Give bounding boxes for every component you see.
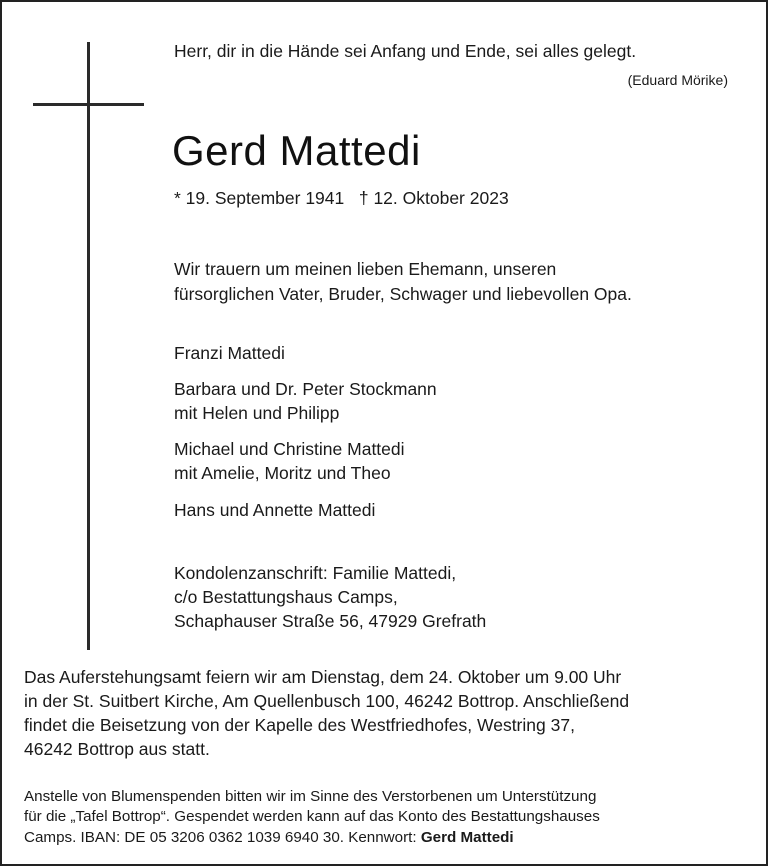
service-info: Das Auferstehungsamt feiern wir am Dienstag, dem 24. Oktober um 9.00 Uhr bbox=[24, 667, 622, 687]
condolence-address: c/o Bestattungshaus Camps, bbox=[174, 587, 398, 607]
condolence-address: Schaphauser Straße 56, 47929 Grefrath bbox=[174, 611, 487, 631]
quote: Herr, dir in die Hände sei Anfang und Ende, sei alles gelegt. bbox=[174, 41, 637, 61]
mourning-line: fürsorglichen Vater, Bruder, Schwager und liebevollen Opa. bbox=[174, 284, 632, 304]
service-info: 46242 Bottrop aus statt. bbox=[24, 739, 210, 759]
family-member: Barbara und Dr. Peter Stockmann bbox=[174, 379, 437, 399]
donation-info: für die „Tafel Bottrop“. Gespendet werden kann auf das Konto des Bestattungshauses bbox=[24, 808, 600, 825]
mourning-line: Wir trauern um meinen lieben Ehemann, unseren bbox=[174, 259, 557, 279]
family-member: mit Amelie, Moritz und Theo bbox=[174, 463, 391, 483]
service-info: in der St. Suitbert Kirche, Am Quellenbusch 100, 46242 Bottrop. Anschließend bbox=[24, 691, 630, 711]
condolence-address: Kondolenzanschrift: Familie Mattedi, bbox=[174, 563, 457, 583]
donation-info: Anstelle von Blumenspenden bitten wir im Sinne des Verstorbenen um Unterstützung bbox=[24, 788, 597, 805]
cross-icon-vertical bbox=[87, 42, 90, 650]
family-member: Michael und Christine Mattedi bbox=[174, 439, 405, 459]
family-member: mit Helen und Philipp bbox=[174, 403, 340, 423]
donation-info bbox=[24, 829, 514, 846]
donation-keyword: Gerd Mattedi bbox=[420, 829, 514, 846]
family-member: Franzi Mattedi bbox=[174, 343, 285, 363]
life-dates: * 19. September 1941 † 12. Oktober 2023 bbox=[174, 188, 509, 208]
donation-iban: Camps. IBAN: DE 05 3206 0362 1039 6940 30. Kennwort: bbox=[24, 829, 421, 846]
cross-icon-horizontal bbox=[33, 103, 144, 106]
family-member: Hans und Annette Mattedi bbox=[174, 500, 376, 520]
deceased-name: Gerd Mattedi bbox=[172, 127, 421, 174]
service-info: findet die Beisetzung von der Kapelle des Westfriedhofes, Westring 37, bbox=[24, 715, 575, 735]
quote-author: (Eduard Mörike) bbox=[627, 72, 728, 88]
